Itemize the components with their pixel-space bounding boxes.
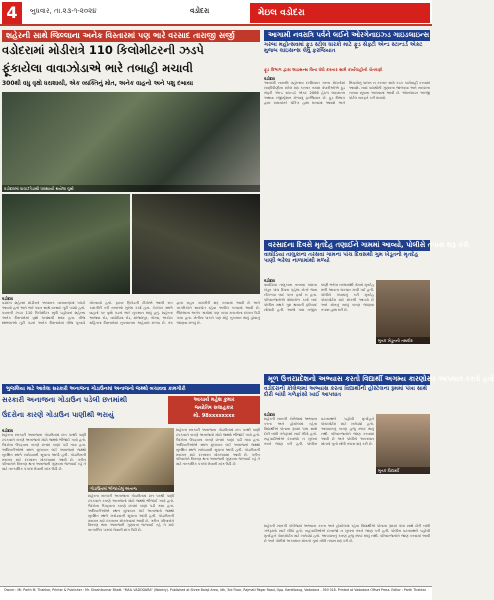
godown-body-continued: શહેરના સરકારી અનાજના ગોડાઉનમાં છત પરથી પાણી ટપકવાને કારણે અનાજનો મોટો જથ્થો ભીંજાઈ ગયો હતો. ઉંદરોના ઉપદ્રવના કારણે છતમાં કાણાં પડી ગયા હતા. અધિકારીઓએ સ્થળ મુલાકાત લઈ અનાજનો જથ્થો સુરક્ષિત સ્થળે ખસેડવાની સૂચના આપી હતી. ગોડાઉનની મરામત માટે દરખાસ્ત મોકલવામાં આવી છે. ગરીબ પરિવારોને વિતરણ થતા અનાજની ગુણવત્તા જળવાઈ રહે તે માટે તાત્કાલિક પગલાં લેવાની માંગ ઉઠી છે.	[88, 494, 174, 533]
imprint-footer: Owner : Mr. Parth M. Thakkar, Printer & Publisher : Mr. Shashikumar Bhatt. "MAIL VADODARA" (Weekly). Published at Shree Balaji Area, 4th, 3rd Floor, Rajmati Pagar Road, Opp. Karelibaug, Vadodara - 390 018. Printed at Vadodara Offset Press. Editor : Parth Thakkar	[0, 586, 432, 600]
godown-headline-line2: ઉંદરોના કારણે ગોડાઉન પાણીથી ભરાયું	[2, 410, 114, 419]
godown-body: શહેરના સરકારી અનાજના ગોડાઉનમાં છત પરથી પાણી ટપકવાને કારણે અનાજનો મોટો જથ્થો ભીંજાઈ ગયો હતો. ઉંદરોના ઉપદ્રવના કારણે છતમાં કાણાં પડી ગયા હતા. અધિકારીઓએ સ્થળ મુલાકાત લઈ અનાજનો જથ્થો સુરક્ષિત સ્થળે ખસેડવાની સૂચના આપી હતી. ગોડાઉનની મરામત માટે દરખાસ્ત મોકલવામાં આવી છે. ગરીબ પરિવારોને વિતરણ થતા અનાજની ગુણવત્તા જળવાઈ રહે તે માટે તાત્કાલિક પગલાં લેવાની માંગ ઉઠી છે.	[2, 433, 86, 472]
main-article	[2, 296, 260, 380]
food-kicker: આગામી નવરાત્રિ પર્વને લઈને ઓરગેનાઇઝ્ડ ગાઇડલાઇન્સ	[264, 30, 430, 41]
edition-label: વડોદરા	[190, 7, 210, 15]
food-article	[264, 76, 430, 236]
farmer-photo-caption: મૃતક ખેડૂતની તસવીર	[376, 337, 430, 344]
main-headline-line2: ફૂંકાયેલા વાવાઝોડાએ ભારે તબાહી મચાવી	[2, 61, 193, 75]
farmer-photo	[376, 280, 430, 344]
main-byline: વડોદરા	[2, 296, 13, 301]
main-kicker: શહેરની સાથે જિલ્લાના અનેક વિસ્તારમાં પણ ભારે વરસાદ તારાજી સર્જી	[2, 30, 260, 42]
farmer-kicker: વરસાદના દિવસે મૃતદેહ તણાઈને ગામમાં આવ્યો, પોલીસે તપાસ શરૂ કરી	[264, 240, 430, 251]
main-body: વડોદરા શહેરમાં મોડીરાત્રે અચાનક વાતાવરણમાં પલટો આવ્યો હતો અને ભારે પવન સાથે વરસાદ તૂટી પડ્યો હતો. પવનની ઝડપ 110 કિલોમીટર સુધી પહોંચતાં શહેરના અનેક વિસ્તારોમાં વૃક્ષો ધરાશાયી થયા હતા. વીજ થાંભલાઓ તૂટી પડતાં અનેક વિસ્તારોમાં વીજ પુરવઠો ખોરવાયો હતો. ફાયર બ્રિગેડની ટીમોએ આખી રાત કામગીરી કરી રસ્તાઓ ખુલ્લા કર્યા હતા. કેટલાક સ્થળે વાહનો પર વૃક્ષો પડતાં ભારે નુકસાન થયું હતું. શહેરના આજવા રોડ, વાઘોડિયા રોડ, માંજલપુર, ગોરવા, અકોટા સહિતના વિસ્તારોમાં નુકસાનના અહેવાલ મળ્યા છે. તંત્ર દ્વારા રાહત કામગીરી શરૂ કરવામાં આવી છે અને નાગરિકોને સાવચેત રહેવા અપીલ કરવામાં આવી છે. જિલ્લાના અનેક ગામોમાં પણ કાચા મકાનોના છાપરા ઉડી ગયા હતા. ખેતીના પાકને પણ મોટું નુકસાન થયું હોવાનું જાણવા મળ્યું છે.	[2, 301, 260, 325]
godown-photo-caption: ગોડાઉનમાં ભીંજાયેલું અનાજ	[88, 485, 174, 492]
farmer-byline: વડોદરા	[264, 278, 275, 283]
student-body: શહેરની ખાનગી કોલેજમાં અભ્યાસ કરતા અને હોસ્ટેલમાં રહેતા વિદ્યાર્થીએ પોતાના રૂમમાં પંખા સાથે દોરી બાંધી ગળેફાંસો ખાઈ લીધો હતો. સહપાઠીઓએ દરવાજો ન ખુલતાં તંત્રને જાણ કરી હતી. પોલીસ ઘટનાસ્થળે પહોંચી મૃતદેહને પોસ્ટમોર્ટમ માટે ખસેડ્યો હતો. આપઘાતનું કારણ હજુ સ્પષ્ટ થયું નથી. પરિવારજનોને જાણ કરવામાં આવી છે અને પોલીસે અકસ્માત મોતનો ગુનો નોંધી તપાસ શરૂ કરી છે.	[264, 417, 374, 446]
vehicle-damage-photo	[132, 194, 260, 294]
section-title: મેઇલ વડોદરા	[250, 3, 430, 23]
farmer-article	[264, 278, 374, 370]
food-subhead: ફૂડ વિભાગ દ્વારા લાઇસન્સ વિના ધંધો કરનાર સામે કાર્યવાહીની ચેતવણી	[264, 67, 383, 72]
ad-line-3: મો. 98xxxxxxxx	[193, 413, 235, 419]
fallen-tree-photo	[2, 194, 130, 294]
godown-body-col3: શહેરના સરકારી અનાજના ગોડાઉનમાં છત પરથી પાણી ટપકવાને કારણે અનાજનો મોટો જથ્થો ભીંજાઈ ગયો હતો. ઉંદરોના ઉપદ્રવના કારણે છતમાં કાણાં પડી ગયા હતા. અધિકારીઓએ સ્થળ મુલાકાત લઈ અનાજનો જથ્થો સુરક્ષિત સ્થળે ખસેડવાની સૂચના આપી હતી. ગોડાઉનની મરામત માટે દરખાસ્ત મોકલવામાં આવી છે. ગરીબ પરિવારોને વિતરણ થતા અનાજની ગુણવત્તા જળવાઈ રહે તે માટે તાત્કાલિક પગલાં લેવાની માંગ ઉઠી છે.	[176, 428, 260, 467]
godown-article-continued	[88, 494, 174, 584]
student-article	[264, 412, 374, 522]
main-headline-line1: વડોદરામાં મોડીરાત્રે 110 કિલોમીટરની ઝડપે	[2, 43, 204, 57]
student-body-continued: શહેરની ખાનગી કોલેજમાં અભ્યાસ કરતા અને હોસ્ટેલમાં રહેતા વિદ્યાર્થીએ પોતાના રૂમમાં પંખા સાથે દોરી બાંધી ગળેફાંસો ખાઈ લીધો હતો. સહપાઠીઓએ દરવાજો ન ખુલતાં તંત્રને જાણ કરી હતી. પોલીસ ઘટનાસ્થળે પહોંચી મૃતદેહને પોસ્ટમોર્ટમ માટે ખસેડ્યો હતો. આપઘાતનું કારણ હજુ સ્પષ્ટ થયું નથી. પરિવારજનોને જાણ કરવામાં આવી છે અને પોલીસે અકસ્માત મોતનો ગુનો નોંધી તપાસ શરૂ કરી છે.	[264, 524, 430, 543]
storm-photo-main	[2, 92, 260, 192]
student-headline: વડોદરાની કોલેજમાં અભ્યાસ કરતા વિદ્યાર્થીની હોસ્ટેલના રૂમમાં પંખા સાથે દોરી બાંધી ગળેફાંસો ખાઈ આપઘાત	[264, 386, 428, 399]
farmer-headline: વાઘોડિયા તાલુકાના તરસવા ગામના પાંચ દિવસથી ગુમ ખેડૂતનો મૃતદેહ પાણી ભરેલા નાળામાંથી મળ્યો	[264, 252, 419, 265]
godown-kicker: ભુજલિયા માટે આવેલા સરકારી અનાજના ગોડાઉનમાં અનાજનો જથ્થો બચાવવા કામગીરી	[2, 384, 260, 394]
ad-line-1: આચાર્ય મહેશ કુમાર	[193, 397, 235, 403]
godown-byline: વડોદરા	[2, 428, 13, 433]
main-subhead: 300થી વધુ વૃક્ષો ધરાશાયી, એક વ્યક્તિનું મોત, અનેક વાહનો અને પશુ દબાયા	[2, 80, 194, 87]
godown-article-col3	[176, 428, 260, 584]
godown-photo	[88, 428, 174, 492]
student-byline: વડોદરા	[264, 412, 275, 417]
godown-headline-line1: સરકારી અનાજના ગોડાઉન પડેલી છતમાંથી	[2, 395, 128, 404]
astrologer-ad	[168, 396, 260, 424]
photo-caption: વડોદરામાં વાવાઝોડાથી ધરાશાયી થયેલા વૃક્ષો	[2, 185, 260, 192]
masthead	[0, 0, 432, 26]
student-article-continued	[264, 524, 430, 584]
issue-date: બુધવાર, તા.૨૩-૧-૨૦૨૪	[30, 7, 97, 15]
ad-line-2: જ્યોતિષ સલાહકાર	[194, 405, 234, 411]
farmer-body: વાઘોડિયા તાલુકાના તરસવા ગામના ખેડૂત પાંચ દિવસ પહેલા ખેતરે જવા નીકળ્યા બાદ પરત ફર્યા ન હતા. પરિવારજનોએ શોધખોળ કર્યા બાદ પોલીસ મથકે ગુમ થયાની ફરિયાદ નોંધાવી હતી. આજે ગામ નજીક પાણી ભરેલા નાળામાંથી તેમનો મૃતદેહ મળી આવતા ચકચાર મચી ગઈ હતી. પોલીસે પંચનામું કરી મૃતદેહ પોસ્ટમોર્ટમ માટે મોકલી આપ્યો છે અને મોતનું સાચું કારણ જાણવા તપાસ હાથ ધરી છે.	[264, 283, 374, 312]
page-number: 4	[2, 2, 22, 24]
student-photo	[376, 414, 430, 474]
student-kicker: મૂળ ઉત્તરપ્રદેશનો અભ્યાસ કરતો વિદ્યાર્થી અગમ્ય કારણોસર આપઘાત કરતો હતો	[264, 374, 430, 385]
food-headline: ગરબા મહોત્સવમાં ફૂડ સ્ટોલ ધારકો માટે ફૂડ સેફ્ટી એન્ડ સ્ટાન્ડર્ડ એક્ટ મુજબ લાઇસન્સ લેવું ફરજિયાત	[264, 42, 423, 55]
student-photo-caption: મૃતક વિદ્યાર્થી	[376, 467, 430, 474]
godown-article	[2, 428, 86, 584]
food-byline: વડોદરા	[264, 76, 275, 81]
food-body: આગામી નવરાત્રિ મહોત્સવ દરમિયાન ગરબા મેદાનોમાં ખાણીપીણીના સ્ટોલ શરૂ કરનાર તમામ વેપારીઓએ ફૂડ સેફ્ટી એન્ડ સ્ટાન્ડર્ડ એક્ટ 2006 હેઠળ લાઇસન્સ અથવા રજીસ્ટ્રેશન મેળવવું ફરજિયાત છે. ફૂડ વિભાગ દ્વારા સમયાંતરે ચેકિંગ હાથ ધરવામાં આવશે અને નિયમોનું પાલન ન કરનાર સામે કડક કાર્યવાહી કરવામાં આવશે. ખાદ્ય પદાર્થોની ગુણવત્તા જાળવવા અને સ્વચ્છતા રાખવા સૂચના આપવામાં આવી છે. ઓનલાઇન અરજી પોર્ટલ મારફતે કરી શકાશે.	[264, 81, 430, 105]
